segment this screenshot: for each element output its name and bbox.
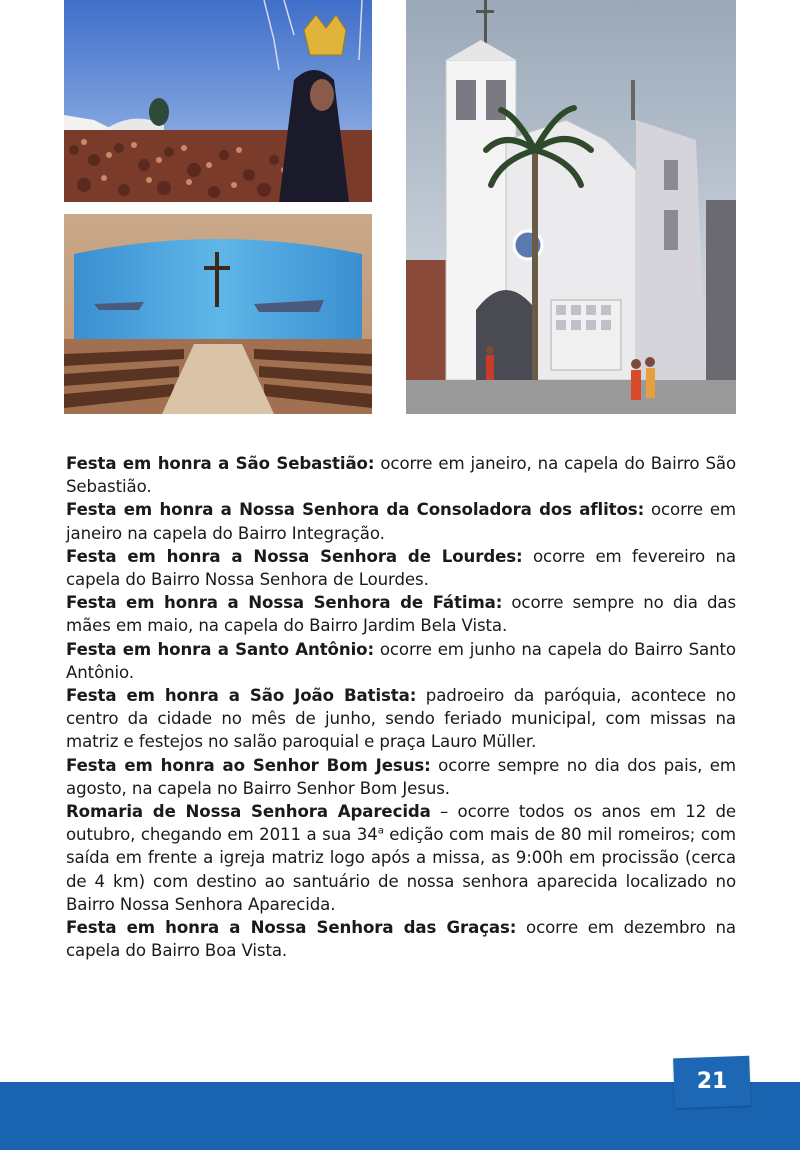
- entry-title: Festa em honra a Nossa Senhora das Graças:: [66, 918, 517, 938]
- list-item: [66, 591, 736, 637]
- entry-title: Festa em honra a Nossa Senhora de Fátima:: [66, 593, 503, 613]
- entry-text: ocorre em junho na capela do Bairro Santo Antônio.: [66, 639, 736, 682]
- church-facade-photo: [406, 0, 736, 414]
- romaria-text-after: edição com mais de 80 mil romeiros; com saída em frente a igreja matriz logo após a missa, as 9:00h em procissão (cerca de 4 km) com destino ao santuário de nossa senhora aparecida localizado no Bairro Nossa Senhora Aparecida.: [66, 825, 736, 914]
- church-interior-photo: [64, 214, 372, 414]
- romaria-title: Romaria de Nossa Senhora Aparecida: [66, 802, 431, 822]
- ordinal-superscript: a: [377, 825, 384, 837]
- entry-title: Festa em honra a Santo Antônio:: [66, 639, 374, 659]
- entry-title: Festa em honra a São João Batista:: [66, 686, 417, 706]
- entry-text: ocorre em dezembro na capela do Bairro Boa Vista.: [66, 918, 736, 961]
- entry-text: ocorre em janeiro na capela do Bairro Integração.: [66, 500, 736, 543]
- romaria-text-before: – ocorre todos os anos em 12 de outubro, chegando em 2011 a sua 34: [66, 802, 736, 845]
- entry-text: ocorre em fevereiro na capela do Bairro Nossa Senhora de Lourdes.: [66, 546, 736, 590]
- list-item: [66, 452, 736, 498]
- entry-title: Festa em honra ao Senhor Bom Jesus:: [66, 755, 431, 775]
- entry-text: ocorre sempre no dia das mães em maio, na capela do Bairro Jardim Bela Vista.: [66, 593, 736, 636]
- entry-text: ocorre sempre no dia dos pais, em agosto, na capela no Bairro Senhor Bom Jesus.: [66, 755, 736, 798]
- list-item: [66, 916, 736, 962]
- list-item: [66, 684, 736, 754]
- list-item: [66, 545, 736, 591]
- entry-title: Festa em honra a São Sebastião:: [66, 454, 375, 473]
- list-item: [66, 754, 736, 800]
- entry-text: ocorre em janeiro, na capela do Bairro São Sebastião.: [66, 454, 736, 497]
- crowd-photo: [64, 0, 372, 202]
- list-item: [66, 498, 736, 544]
- list-item: [66, 638, 736, 684]
- entry-text: padroeiro da paróquia, acontece no centro da cidade no mês de junho, sendo feriado municipal, com missas na matriz e festejos no salão paroquial e praça Lauro Müller.: [66, 686, 736, 752]
- romaria-item: [66, 800, 736, 916]
- entry-title: Festa em honra a Nossa Senhora da Consoladora dos aflitos:: [66, 500, 645, 520]
- entry-title: Festa em honra a Nossa Senhora de Lourdes:: [66, 546, 523, 566]
- festivals-text: [66, 452, 736, 962]
- page-number: 21: [696, 1069, 728, 1094]
